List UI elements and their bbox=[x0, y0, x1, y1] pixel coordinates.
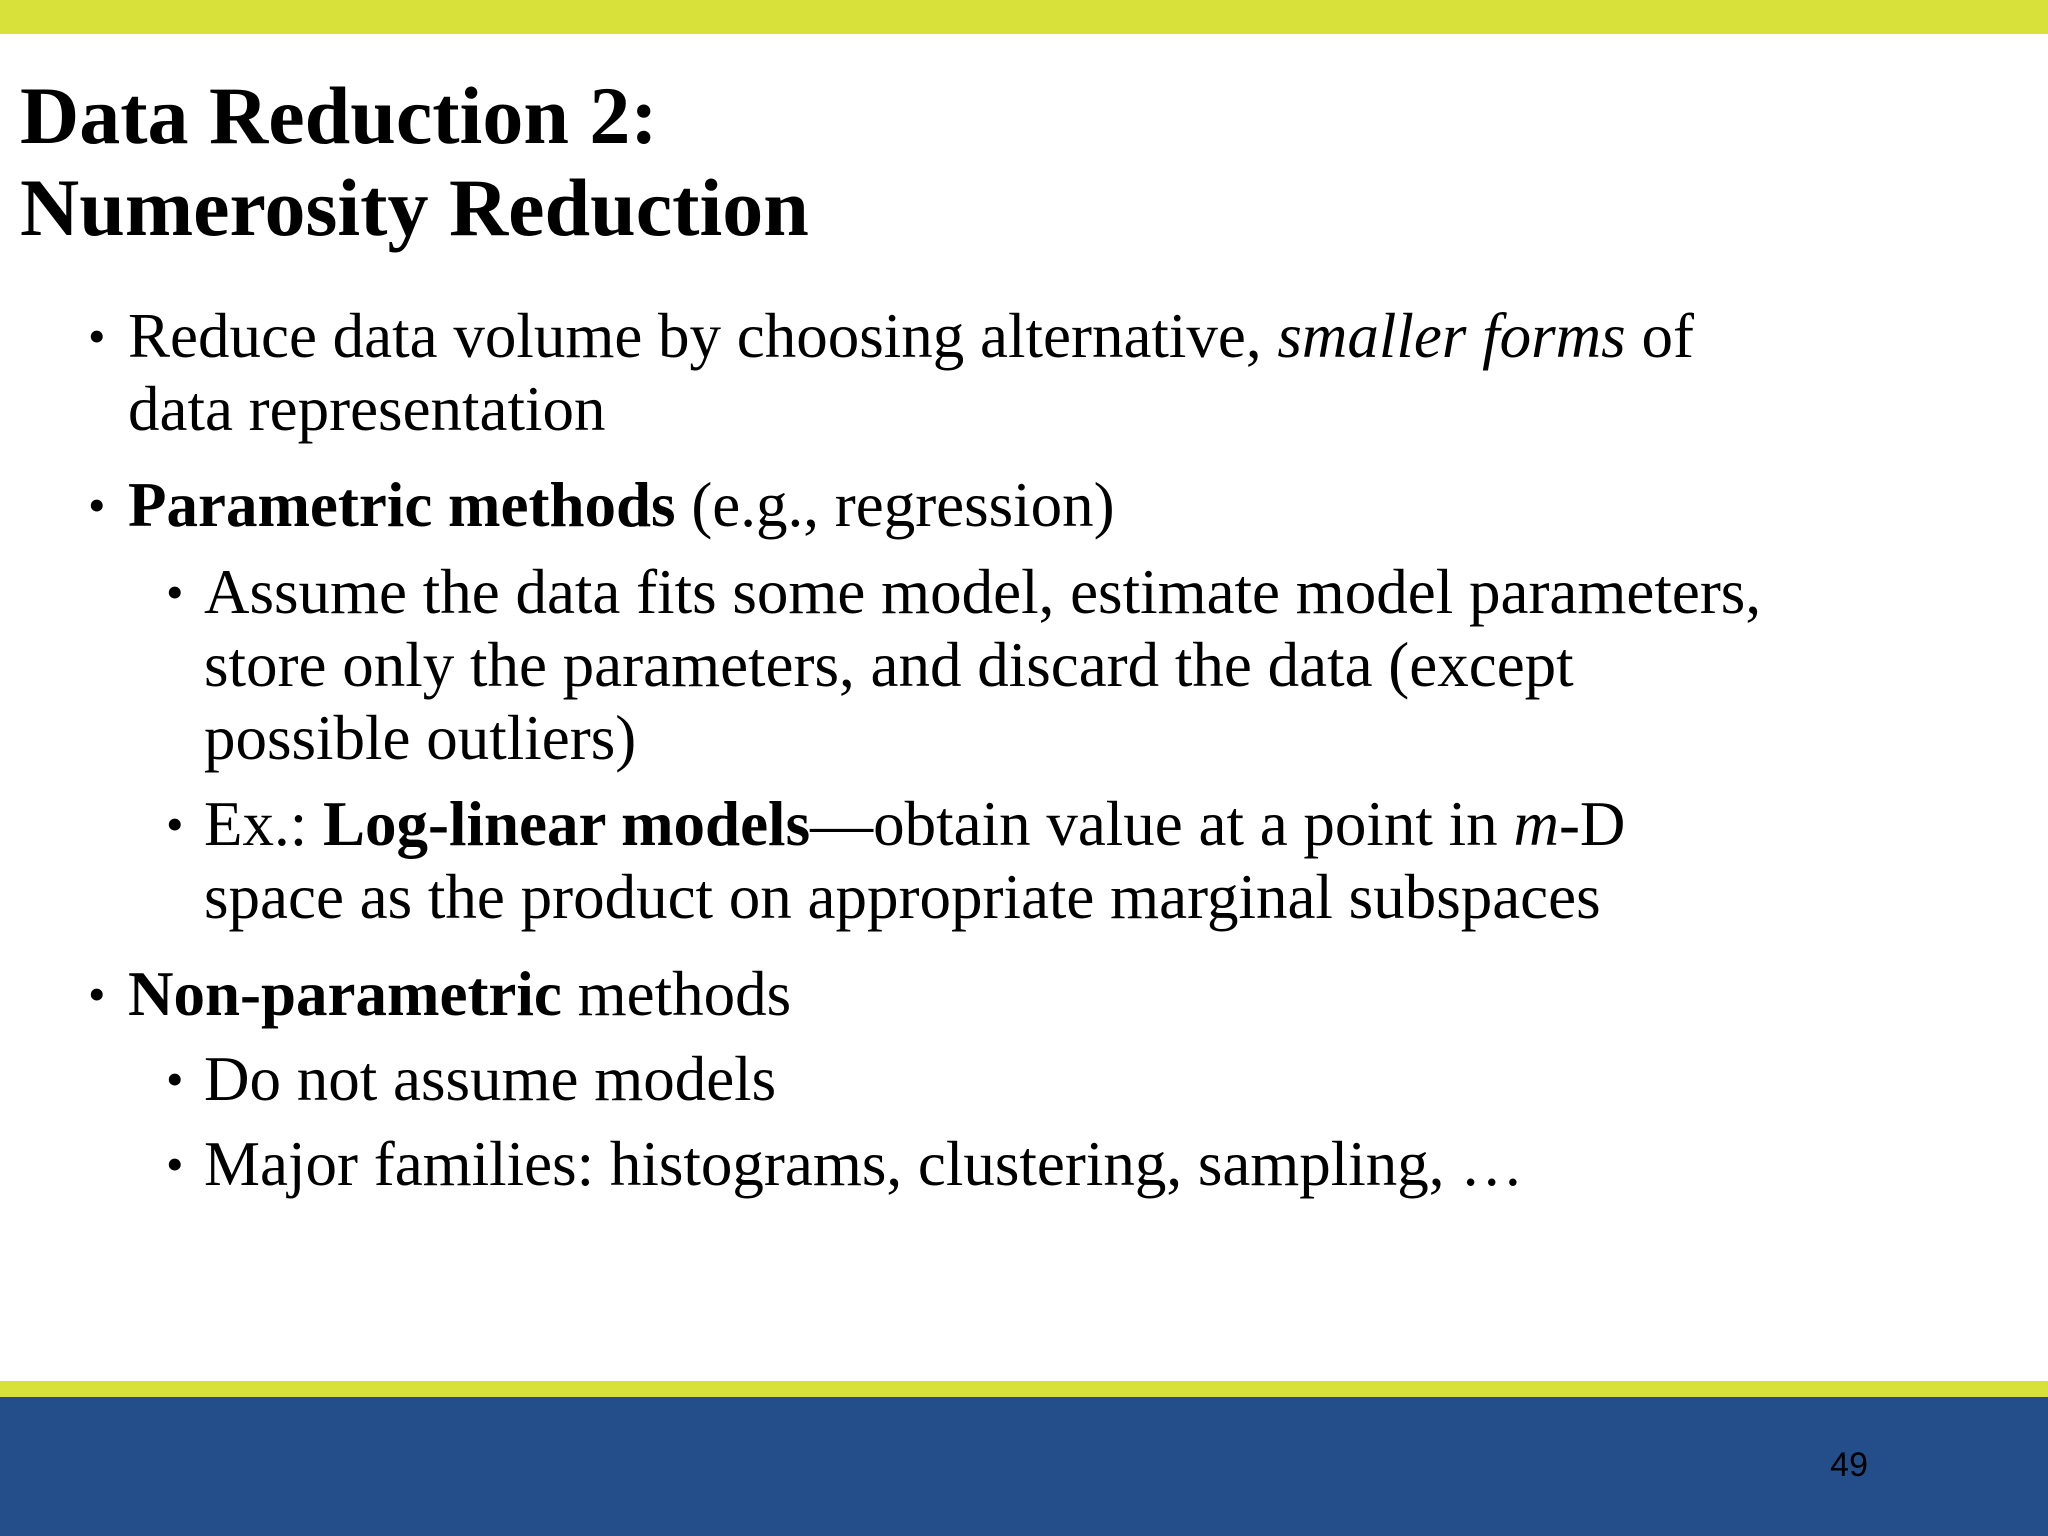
bullet-dot-icon: • bbox=[88, 477, 106, 533]
bullet-dot-icon: • bbox=[166, 1136, 184, 1192]
bullet-text: Reduce data volume by choosing alternative, bbox=[128, 301, 1278, 371]
bullet-text: of bbox=[1625, 301, 1694, 371]
bullet-text: Ex.: bbox=[204, 789, 323, 859]
slide-title bbox=[20, 70, 809, 254]
bullet-line bbox=[128, 300, 1694, 373]
bullet-line bbox=[128, 958, 791, 1031]
title-line-1: Data Reduction 2: bbox=[20, 70, 658, 161]
bullet-dot-icon: • bbox=[166, 1051, 184, 1107]
sub-bullet-major-families bbox=[166, 1128, 1524, 1201]
bullet-line: data representation bbox=[128, 374, 606, 444]
bullet-text: (e.g., regression) bbox=[675, 470, 1115, 540]
bullet-dot-icon: • bbox=[88, 966, 106, 1022]
bullet-line bbox=[204, 788, 1625, 861]
bullet-dot-icon: • bbox=[166, 796, 184, 852]
bullet-text: methods bbox=[561, 959, 792, 1029]
bullet-dot-icon: • bbox=[88, 308, 106, 364]
sub-bullet-no-models bbox=[166, 1043, 777, 1116]
bullet-text: -D bbox=[1558, 789, 1626, 859]
bullet-line: Do not assume models bbox=[204, 1044, 777, 1114]
bullet-line: possible outliers) bbox=[204, 703, 637, 773]
bullet-italic-text: smaller forms bbox=[1277, 301, 1626, 371]
bullet-parametric-methods bbox=[88, 469, 1115, 542]
bullet-non-parametric bbox=[88, 958, 792, 1031]
bullet-italic-text: m bbox=[1513, 789, 1559, 859]
bullet-text: —obtain value at a point in bbox=[810, 789, 1514, 859]
sub-bullet-log-linear bbox=[166, 788, 1626, 934]
footer-accent-line bbox=[0, 1381, 2048, 1397]
bullet-line bbox=[128, 469, 1115, 542]
bullet-bold-text: Non-parametric bbox=[128, 959, 562, 1029]
bullet-line: store only the parameters, and discard the data (except bbox=[204, 630, 1574, 700]
bullet-dot-icon: • bbox=[166, 564, 184, 620]
bullet-line: Major families: histograms, clustering, sampling, … bbox=[204, 1129, 1524, 1199]
top-accent-bar bbox=[0, 0, 2048, 34]
footer-band bbox=[0, 1397, 2048, 1536]
page-number: 49 bbox=[1830, 1446, 1868, 1484]
bullet-line: Assume the data fits some model, estimate model parameters, bbox=[204, 557, 1762, 627]
bullet-bold-text: Parametric methods bbox=[128, 470, 676, 540]
bullet-bold-text: Log-linear models bbox=[323, 789, 811, 859]
bullet-reduce-data-volume bbox=[88, 300, 1694, 446]
title-line-2: Numerosity Reduction bbox=[20, 162, 809, 253]
sub-bullet-assume-model bbox=[166, 556, 1762, 775]
bullet-line: space as the product on appropriate marginal subspaces bbox=[204, 862, 1601, 932]
